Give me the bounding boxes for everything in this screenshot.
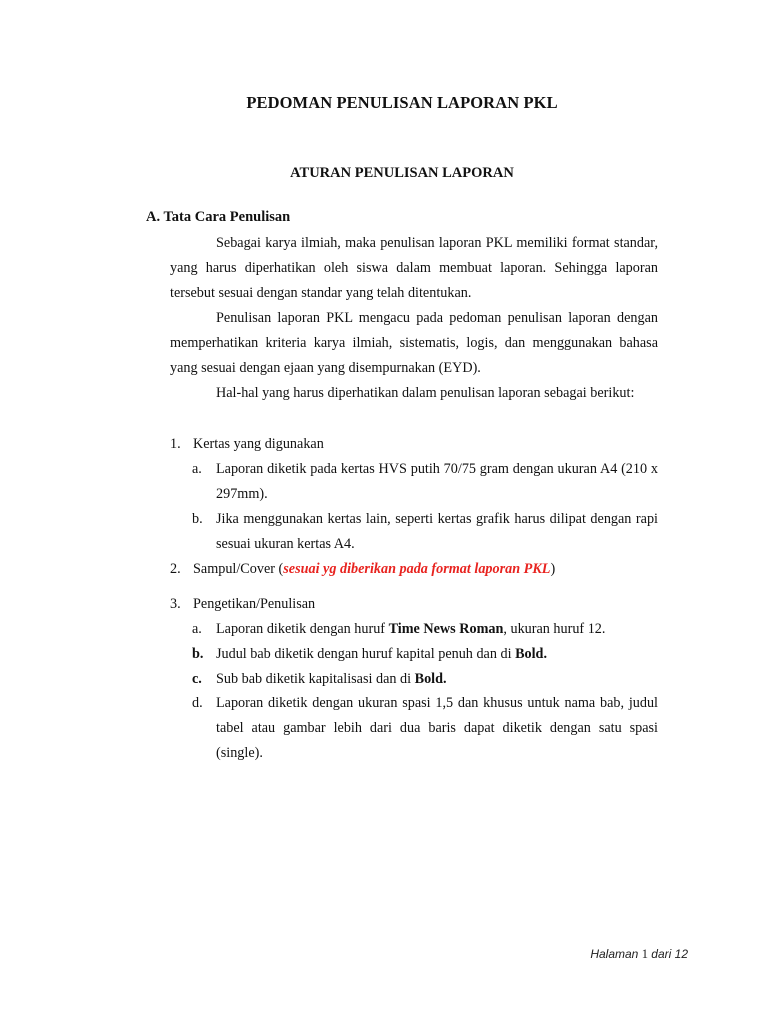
document-subtitle: ATURAN PENULISAN LAPORAN (290, 165, 514, 181)
document-title: PEDOMAN PENULISAN LAPORAN PKL (246, 93, 558, 112)
sub-marker: b. (192, 646, 204, 662)
text-before: Laporan diketik dengan huruf (216, 621, 389, 637)
text-after: , ukuran huruf 12. (503, 621, 606, 637)
cover-note: sesuai yg diberikan pada format laporan PKL (283, 561, 551, 577)
sub-item-text: Laporan diketik pada kertas HVS putih 70/75 gram dengan ukuran A4 (210 x 297mm). (216, 461, 658, 502)
footer-page-number: 1 (641, 947, 648, 961)
paragraph-3: Hal-hal yang harus diperhatikan dalam penulisan laporan sebagai berikut: (216, 385, 635, 401)
sub-item-text: Laporan diketik dengan ukuran spasi 1,5 dan khusus untuk nama bab, judul tabel atau gambar lebih dari dua baris dapat diketik dengan satu spasi (single). (216, 695, 658, 761)
cover-label-end: ) (550, 561, 556, 577)
list-item-label: Pengetikan/Penulisan (193, 596, 316, 612)
footer-total-pages: 12 (674, 947, 688, 961)
sub-marker: c. (192, 671, 202, 687)
sub-marker: d. (192, 695, 203, 711)
bold-word: Bold. (515, 646, 547, 662)
sub-item-text (216, 617, 658, 642)
footer-of-word: dari (651, 947, 672, 961)
list-marker: 3. (170, 596, 181, 612)
sub-item-text: Jika menggunakan kertas lain, seperti kertas grafik harus dilipat dengan rapi sesuai ukuran kertas A4. (216, 511, 658, 552)
list-item-label (193, 557, 663, 582)
bold-word: Bold. (414, 671, 447, 687)
sub-item-text (216, 667, 658, 692)
font-name-bold: Time News Roman (388, 621, 504, 637)
list-marker: 2. (170, 561, 181, 577)
sub-marker: b. (192, 511, 203, 527)
text-before: Sub bab diketik kapitalisasi dan di (216, 671, 415, 687)
cover-label: Sampul/Cover ( (193, 561, 284, 577)
text-before: Judul bab diketik dengan huruf kapital penuh dan di (216, 646, 516, 662)
footer-page-word: Halaman (590, 947, 639, 961)
paragraph-1: Sebagai karya ilmiah, maka penulisan laporan PKL memiliki format standar, yang harus diperhatikan oleh siswa dalam membuat laporan. Sehingga laporan tersebut sesuai dengan standar yang telah ditentukan. (170, 235, 658, 301)
sub-marker: a. (192, 461, 202, 477)
list-marker: 1. (170, 436, 181, 452)
sub-item-text (216, 642, 658, 667)
sub-marker: a. (192, 621, 202, 637)
page-footer (590, 947, 688, 962)
section-heading: A. Tata Cara Penulisan (146, 209, 291, 225)
paragraph-2: Penulisan laporan PKL mengacu pada pedoman penulisan laporan dengan memperhatikan kriteria karya ilmiah, sistematis, logis, dan menggunakan bahasa yang sesuai dengan ejaan yang disempurnakan (EYD). (170, 310, 658, 376)
list-item-label: Kertas yang digunakan (193, 436, 324, 452)
